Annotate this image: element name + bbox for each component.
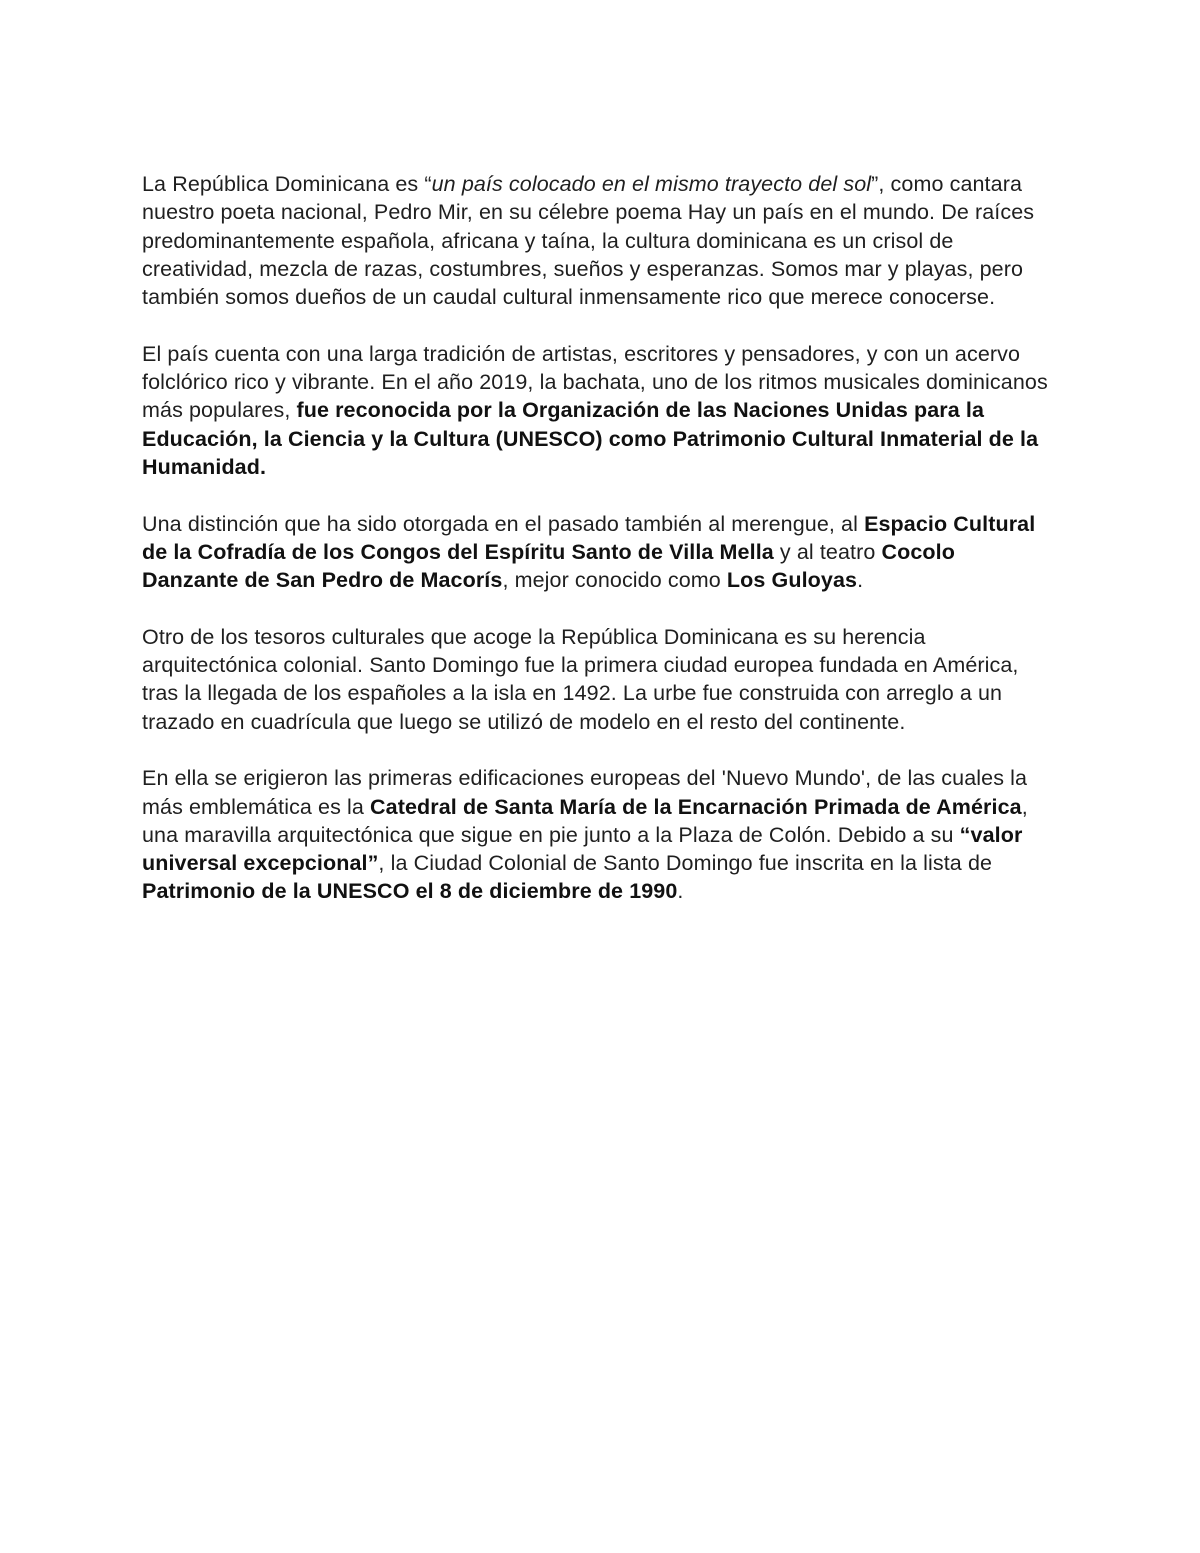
text-run: . bbox=[677, 879, 684, 904]
text-run: La República Dominicana es “ bbox=[142, 172, 432, 196]
bold-text: fue reconocida por la Organización de las Naciones Unidas para la Educación, la Ciencia y la Cultura (UNESCO) como Patrimonio Cultural Inmaterial de la Humanidad. bbox=[142, 398, 1039, 479]
text-run: . bbox=[857, 568, 864, 593]
bold-text: Espacio Cultural de la Cofradía de los Congos del Espíritu Santo de Villa Mella bbox=[142, 511, 1036, 564]
text-run: El país cuenta con una larga tradición de artistas, escritores y pensadores, y con un acervo folclórico rico y vibrante. En el año 2019, la bachata, uno de los ritmos musicales dominicanos más populares, bbox=[142, 341, 1048, 423]
bold-text: Patrimonio de la UNESCO el 8 de diciembre de 1990 bbox=[142, 879, 678, 904]
bold-text: Los Guloyas bbox=[726, 568, 858, 593]
paragraph-4 bbox=[142, 623, 1057, 736]
text-run: Otro de los tesoros culturales que acoge la República Dominicana es su herencia arquitectónica colonial. Santo Domingo fue la primera ciudad europea fundada en América, tras la llegada de los españoles a la isla en 1492. La urbe fue construida con arreglo a un trazado en cuadrícula que luego se utilizó de modelo en el resto del continente. bbox=[142, 624, 1019, 734]
document-body bbox=[142, 170, 1057, 934]
text-run: , mejor conocido como bbox=[502, 568, 727, 593]
paragraph-2 bbox=[142, 340, 1057, 481]
italic-quote: un país colocado en el mismo trayecto del sol bbox=[431, 172, 872, 196]
bold-text: “valor universal excepcional” bbox=[142, 822, 1023, 876]
text-run: En ella se erigieron las primeras edificaciones europeas del 'Nuevo Mundo', de las cuales la más emblemática es la bbox=[142, 766, 1028, 819]
text-run: y al teatro bbox=[773, 539, 882, 564]
text-run: , la Ciudad Colonial de Santo Domingo fue inscrita en la lista de bbox=[378, 851, 993, 876]
text-run: Una distinción que ha sido otorgada en el pasado también al merengue, al bbox=[142, 511, 865, 536]
bold-text: Catedral de Santa María de la Encarnación Primada de América bbox=[370, 794, 1022, 819]
paragraph-1 bbox=[142, 170, 1057, 311]
text-run: ”, como cantara nuestro poeta nacional, Pedro Mir, en su célebre poema Hay un país en el mundo. De raíces predominantemente española, africana y taína, la cultura dominicana es un crisol de creatividad, mezcla de razas, costumbres, sueños y esperanzas. Somos mar y playas, pero también somos dueños de un caudal cultural inmensamente rico que merece conocerse. bbox=[142, 172, 1035, 310]
bold-text: Cocolo Danzante de San Pedro de Macorís bbox=[142, 539, 955, 593]
paragraph-3 bbox=[142, 510, 1057, 595]
paragraph-5 bbox=[142, 764, 1057, 905]
text-run: , una maravilla arquitectónica que sigue en pie junto a la Plaza de Colón. Debido a su bbox=[142, 794, 1028, 847]
